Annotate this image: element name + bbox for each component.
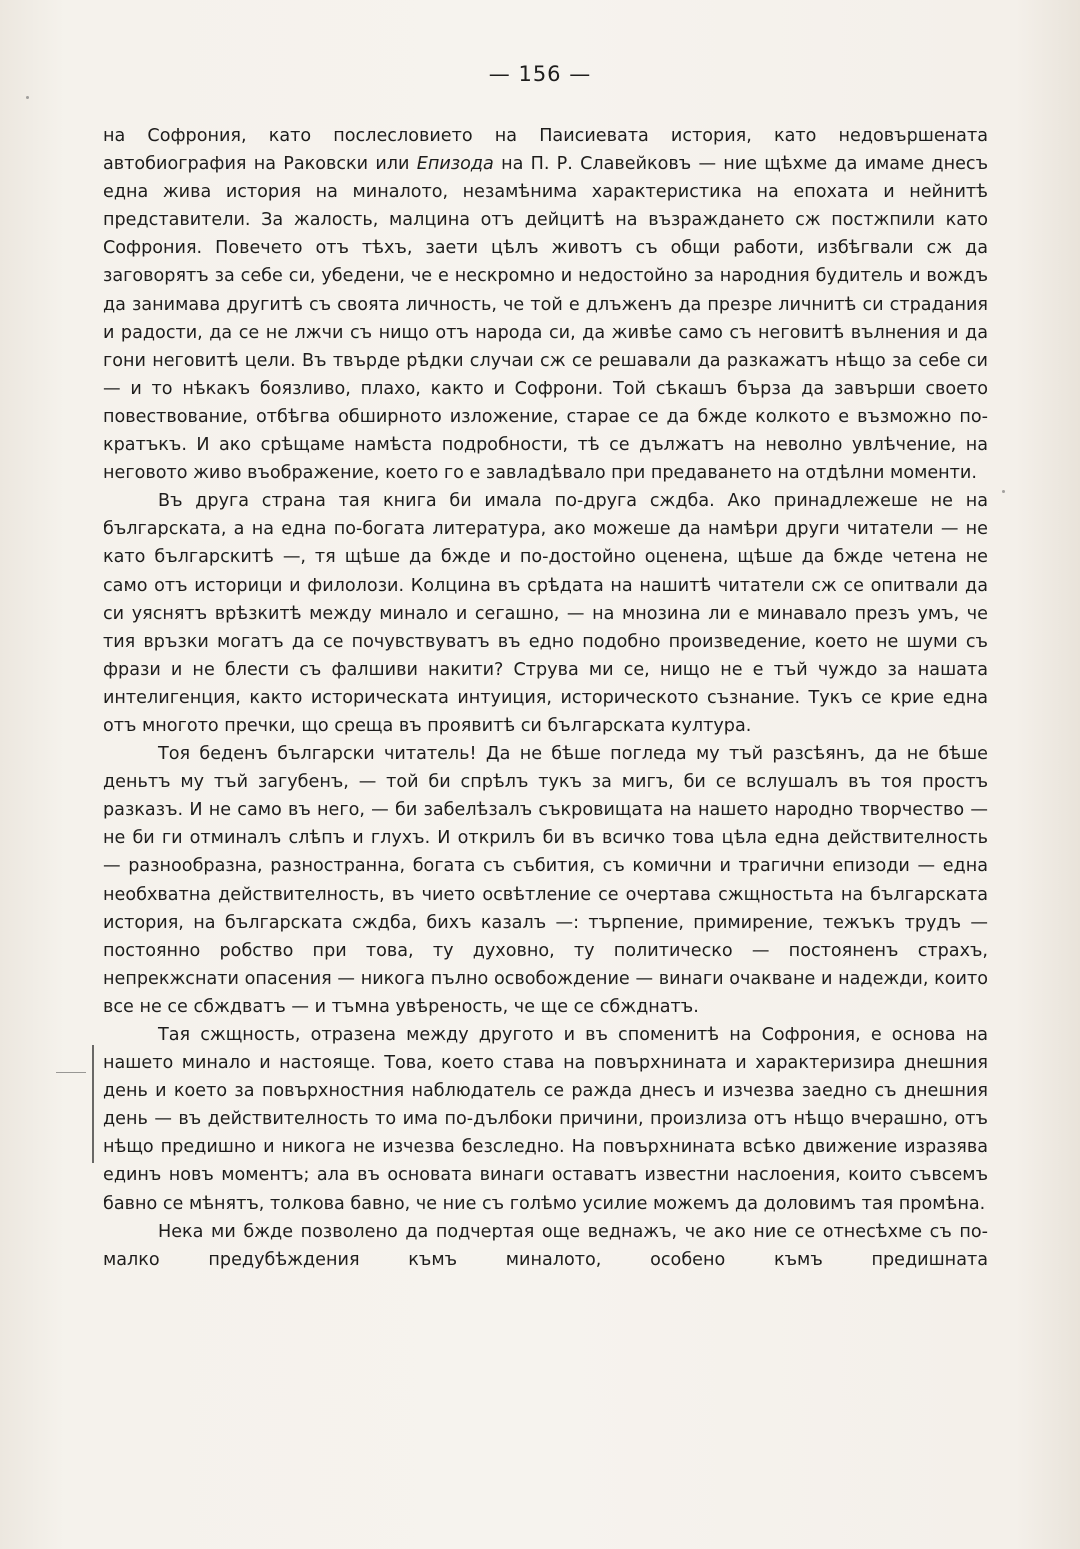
- paper-speck: [1002, 490, 1005, 493]
- italic-title-episode: Епизода: [416, 154, 494, 175]
- body-text: [103, 122, 988, 1274]
- paper-speck: [26, 96, 29, 99]
- margin-pencil-mark: [92, 1045, 94, 1163]
- paragraph-1: [103, 122, 988, 487]
- page-number: — 156 —: [488, 62, 592, 86]
- margin-pencil-tick: [56, 1072, 86, 1073]
- paragraph-1-end: на П. Р. Славейковъ — ние щѣхме да имаме днесъ една жива история на миналото, незамѣнима характеристика на епохата и нейнитѣ представители. За жалость, малцина отъ дейцитѣ на възраждането сж постжпили като Софрония. Повечето отъ тѣхъ, заети цѣлъ животъ съ общи работи, избѣгвали сж да заговорятъ за себе си, убедени, че е нескромно и недостойно за народния будитель и вождъ да занимава другитѣ съ своята личность, че той е длъженъ да презре личнитѣ си страдания и радости, да се не лжчи съ нищо отъ народа си, да живѣе само съ неговитѣ вълнения и да гони неговитѣ цели. Въ твърде рѣдки случаи сж се решавали да разкажатъ нѣщо за себе си — и то нѣкакъ боязливо, плахо, както и Софрони. Той сѣкашъ бърза да завърши своето повествование, отбѣгва обширното изложение, старае се да бжде колкото е възможно по-кратъкъ. И ако срѣщаме намѣста подробности, тѣ се дължатъ на неволно увлѣчение, на неговото живо въображение, което го е завладѣвало при предаването на отдѣлни моменти.: [103, 154, 989, 484]
- paragraph-2: Въ друга страна тая книга би имала по-друга сждба. Ако принадлежеше не на българската, а на една по-богата литература, ако можеше да намѣри други читатели — не като българскитѣ —, тя щѣше да бжде и по-достойно оценена, щѣше да бжде четена не само отъ историци и филолози. Колцина въ срѣдата на нашитѣ читатели сж се опитвали да си уяснятъ врѣзкитѣ между минало и сегашно, — на мнозина ли е минавало презъ умъ, че тия връзки могатъ да се почувствуватъ въ едно подобно произведение, което не шуми съ фрази и не блести съ фалшиви накити? Струва ми се, нищо не е тъй чуждо за нашата интелигенция, както историческата интуиция, историческото съзнание. Тукъ се крие една отъ многото пречки, що среща въ проявитѣ си българската култура.: [103, 491, 988, 736]
- paragraph-1-start: на Софрония, като послесловието на Паисиевата история, като недовършената автобиография на Раковски или: [103, 126, 988, 175]
- paragraph-5: Нека ми бжде позволено да подчертая още веднажъ, че ако ние се отнесѣхме съ по-малко предубѣждения къмъ миналото, особено къмъ предишната: [103, 1221, 988, 1270]
- paragraph-3: Тоя беденъ български читатель! Да не бѣше погледа му тъй разсѣянъ, да не бѣше деньтъ му тъй загубенъ, — той би спрѣлъ тукъ за мигъ, би се вслушалъ въ тоя простъ разказъ. И не само въ него, — би забелѣзалъ съкровищата на нашето народно творчество — не би ги отминалъ слѣпъ и глухъ. И открилъ би въ всичко това цѣла една действителность — разнообразна, разностранна, богата съ събития, съ комични и трагични епизоди — една необхватна действителность, въ чието освѣтление се очертава сжщностьта на българската история, на българската сждба, бихъ казалъ —: търпение, примирение, тежъкъ трудъ — постоянно робство при това, ту духовно, ту политическо — постояненъ страхъ, непрекжснати опасения — никога пълно освобождение — винаги очакване и надежди, които все не се сбждватъ — и тъмна увѣреность, че ще се сбжднатъ.: [103, 744, 988, 1017]
- paragraph-4: Тая сжщность, отразена между другото и въ споменитѣ на Софрония, е основа на нашето минало и настояще. Това, което става на повърхнината и характеризира днешния день и което за повърхностния наблюдатель се ражда днесъ и изчезва заедно съ днешния день — въ действителность то има по-дълбоки причини, произлиза отъ нѣщо вчерашно, отъ нѣщо предишно и никога не изчезва безследно. На повърхнината всѣко движение изразява единъ новъ моментъ; ала въ основата винаги оставатъ известни наслоения, които съвсемъ бавно се мѣнятъ, толкова бавно, че ние съ голѣмо усилие можемъ да доловимъ тая промѣна.: [103, 1025, 988, 1214]
